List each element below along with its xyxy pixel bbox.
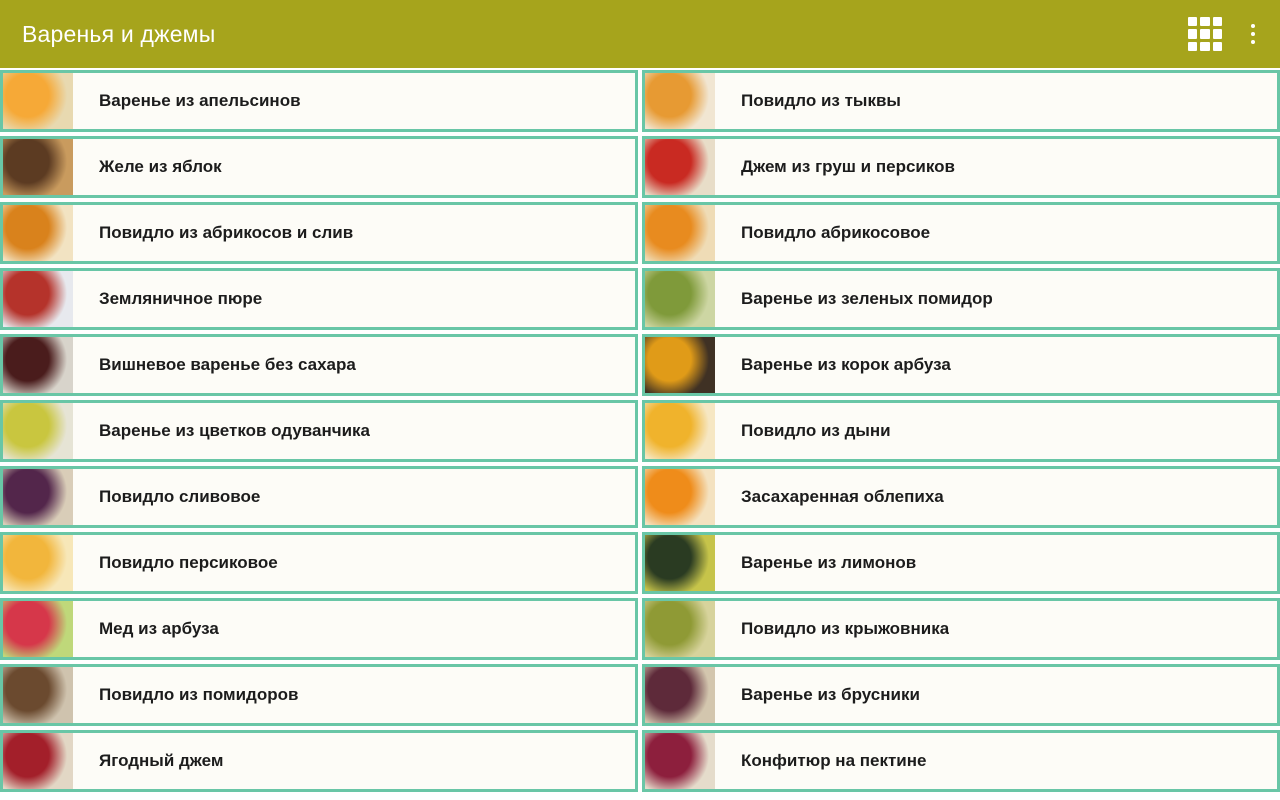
- list-item-label: Варенье из лимонов: [741, 553, 917, 572]
- list-item-label: Варенье из цветков одуванчика: [99, 421, 371, 440]
- list-item-label: Засахаренная облепиха: [741, 487, 944, 506]
- list-item[interactable]: [642, 730, 1280, 792]
- list-item[interactable]: [0, 136, 638, 198]
- list-item-label: Повидло из дыни: [741, 421, 891, 440]
- list-item-label: Повидло абрикосовое: [741, 223, 931, 242]
- grid-view-icon[interactable]: [1188, 17, 1222, 51]
- tomato-jam-thumb: [3, 667, 73, 723]
- strawberry-puree-thumb: [3, 271, 73, 327]
- list-item-label: Ягодный джем: [99, 751, 224, 770]
- list-item-label: Повидло сливовое: [99, 487, 261, 506]
- orange-jam-thumb: [3, 73, 73, 129]
- list-item-label: Повидло из крыжовника: [741, 619, 950, 638]
- list-item[interactable]: [642, 400, 1280, 462]
- cherry-jam-thumb: [3, 337, 73, 393]
- watermelon-rind-jam-thumb: [645, 337, 715, 393]
- recipe-column-right: [642, 70, 1280, 792]
- app-bar-actions: [1188, 17, 1264, 51]
- list-item[interactable]: [0, 598, 638, 660]
- green-tomato-jam-thumb: [645, 271, 715, 327]
- lingonberry-jam-thumb: [645, 667, 715, 723]
- lemon-jam-thumb: [645, 535, 715, 591]
- list-item-label: Варенье из корок арбуза: [741, 355, 951, 374]
- recipe-column-left: [0, 70, 638, 792]
- watermelon-honey-thumb: [3, 601, 73, 657]
- berry-jam-thumb: [3, 733, 73, 789]
- list-item-label: Варенье из апельсинов: [99, 91, 301, 110]
- list-item[interactable]: [642, 202, 1280, 264]
- gooseberry-jam-thumb: [645, 601, 715, 657]
- list-item[interactable]: [642, 70, 1280, 132]
- list-item-label: Повидло из помидоров: [99, 685, 299, 704]
- list-item[interactable]: [642, 532, 1280, 594]
- plum-jam-thumb: [3, 469, 73, 525]
- list-item[interactable]: [0, 730, 638, 792]
- list-item-label: Желе из яблок: [99, 157, 222, 176]
- peach-jam-thumb: [3, 535, 73, 591]
- list-item[interactable]: [0, 532, 638, 594]
- pumpkin-jam-thumb: [645, 73, 715, 129]
- list-item[interactable]: [642, 598, 1280, 660]
- list-item[interactable]: [642, 664, 1280, 726]
- list-item[interactable]: [0, 400, 638, 462]
- list-item-label: Повидло из тыквы: [741, 91, 901, 110]
- dandelion-jam-thumb: [3, 403, 73, 459]
- list-item-label: Повидло из абрикосов и слив: [99, 223, 354, 242]
- apple-jelly-thumb: [3, 139, 73, 195]
- list-item[interactable]: [642, 466, 1280, 528]
- app-bar: [0, 0, 1280, 68]
- melon-jam-thumb: [645, 403, 715, 459]
- list-item-label: Варенье из зеленых помидор: [741, 289, 993, 308]
- list-item-label: Джем из груш и персиков: [741, 157, 955, 176]
- list-item[interactable]: [642, 268, 1280, 330]
- recipe-list[interactable]: [0, 68, 1280, 800]
- list-item[interactable]: [642, 334, 1280, 396]
- overflow-menu-icon[interactable]: [1242, 17, 1264, 51]
- list-item[interactable]: [0, 664, 638, 726]
- page-title: Варенья и джемы: [22, 20, 216, 47]
- list-item-label: Вишневое варенье без сахара: [99, 355, 356, 374]
- list-item[interactable]: [0, 70, 638, 132]
- pear-peach-jam-thumb: [645, 139, 715, 195]
- apricot-plum-jam-thumb: [3, 205, 73, 261]
- list-item[interactable]: [642, 136, 1280, 198]
- list-item[interactable]: [0, 268, 638, 330]
- list-item-label: Земляничное пюре: [99, 289, 263, 308]
- list-item[interactable]: [0, 466, 638, 528]
- list-item-label: Повидло персиковое: [99, 553, 278, 572]
- list-item-label: Варенье из брусники: [741, 685, 920, 704]
- list-item-label: Мед из арбуза: [99, 619, 219, 638]
- list-item[interactable]: [0, 334, 638, 396]
- list-item-label: Конфитюр на пектине: [741, 751, 927, 770]
- pectin-confiture-thumb: [645, 733, 715, 789]
- apricot-jam-thumb: [645, 205, 715, 261]
- recipe-columns: [0, 68, 1280, 792]
- list-item[interactable]: [0, 202, 638, 264]
- candied-seabuckthorn-thumb: [645, 469, 715, 525]
